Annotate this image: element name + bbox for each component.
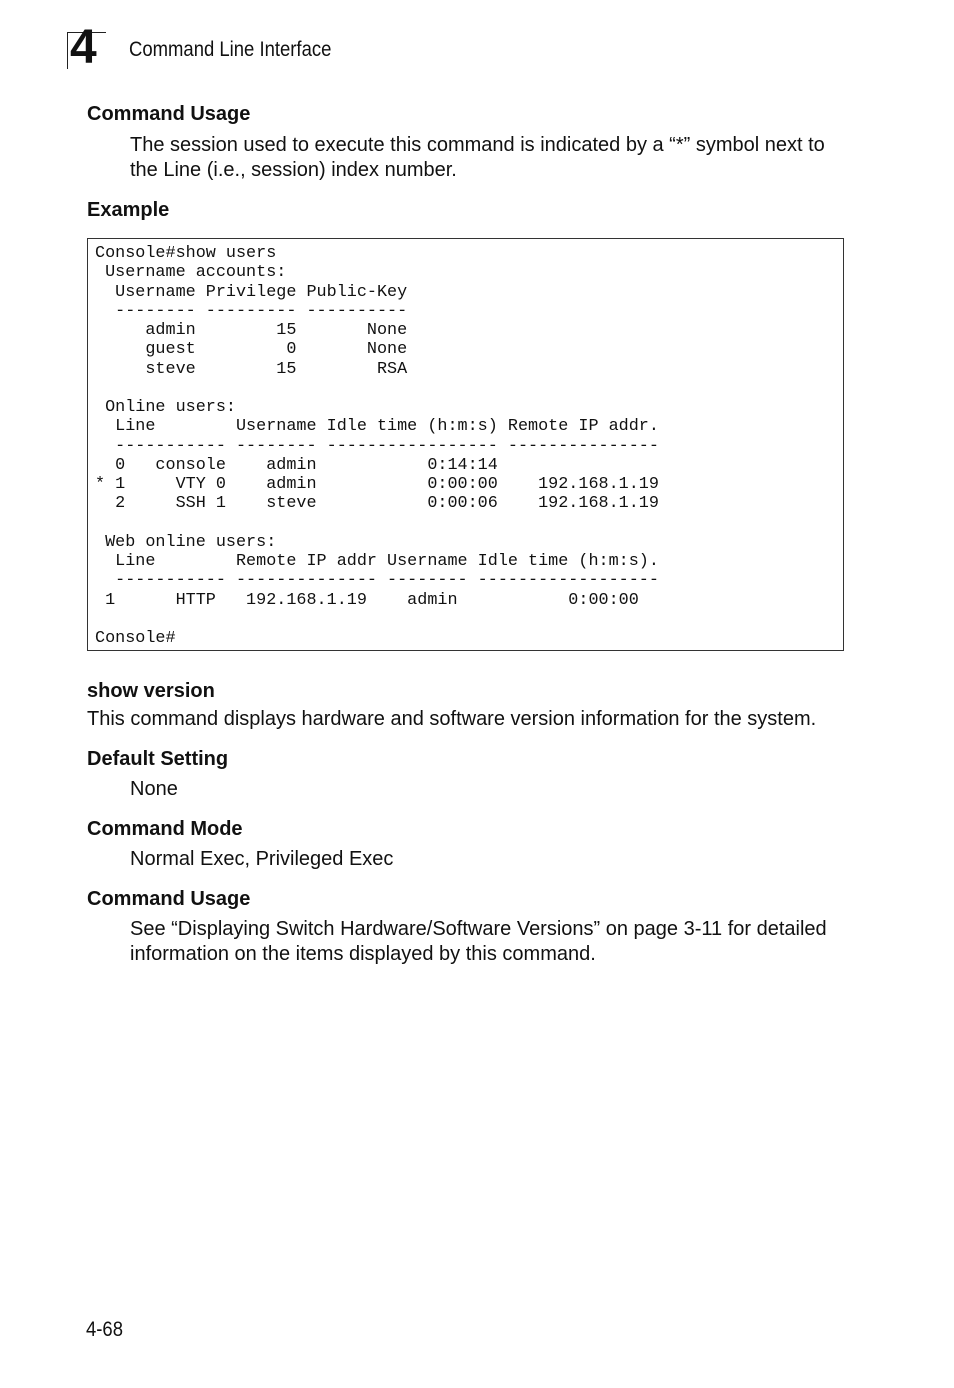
command-mode-value: Normal Exec, Privileged Exec (130, 848, 394, 870)
show-version-title: show version (87, 680, 215, 702)
show-version-description: This command displays hardware and software version information for the system. (87, 708, 817, 730)
default-setting-heading: Default Setting (87, 748, 229, 770)
example-code-box (87, 238, 844, 651)
example-heading: Example (87, 199, 170, 221)
command-usage-text: The session used to execute this command is indicated by a “*” symbol next to the Line (i.e., session) index number. (130, 134, 825, 181)
page-number: 4-68 (86, 1318, 123, 1341)
command-usage-heading: Command Usage (87, 103, 251, 125)
show-version-usage-text: See “Displaying Switch Hardware/Software Versions” on page 3-11 for detailed information on the items displayed by this command. (130, 918, 827, 965)
default-setting-value: None (130, 778, 178, 800)
command-mode-heading: Command Mode (87, 818, 243, 840)
example-code: Console#show users Username accounts: Username Privilege Public-Key -------- --------- ---------- admin 15 None guest 0 None steve 15 RSA Online users: Line Username Idle time (h:m:s) Remote IP addr. ----------- -------- ----------------- --------------- 0 console admin 0:14:14 * 1 VTY 0 admin 0:00:00 192.168.1.19 2 SSH 1 steve 0:00:06 192.168.1.19 Web online users: Line Remote IP addr Username Idle time (h:m:s). ----------- -------------- -------- ------------------ 1 HTTP 192.168.1.19 admin 0:00:00 Console# (95, 244, 659, 648)
running-header-title: Command Line Interface (129, 38, 332, 61)
show-version-usage-heading: Command Usage (87, 888, 251, 910)
chapter-number: 4 (70, 21, 97, 74)
